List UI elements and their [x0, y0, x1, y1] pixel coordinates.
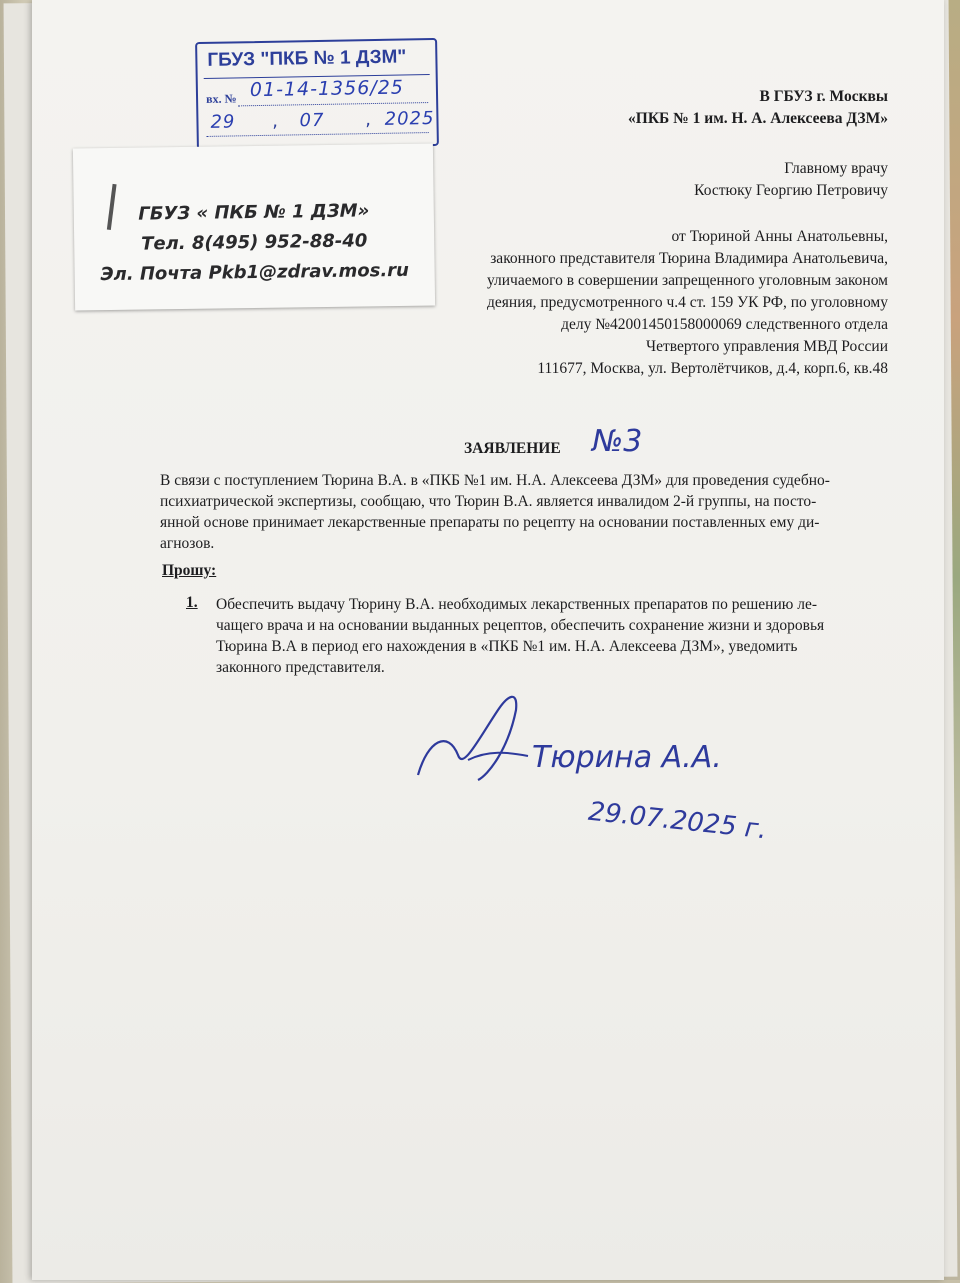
body-paragraph: [160, 470, 880, 554]
stamp-dotted-line: [238, 102, 428, 106]
stamp-date-month: 07: [299, 109, 325, 132]
sender-line: делу №42001450158000069 следственного отдела: [561, 316, 888, 333]
document-title: ЗАЯВЛЕНИЕ: [464, 440, 561, 457]
registration-stamp: [195, 38, 439, 150]
body-line: психиатрической экспертизы, сообщаю, что Тюрин В.А. является инвалидом 2-й группы, на посто-: [160, 493, 817, 510]
request-line: законного представителя.: [216, 659, 385, 676]
sender-line: уличаемого в совершении запрещенного уголовным законом: [486, 272, 888, 289]
signature-name: Тюрина А.А.: [532, 740, 722, 775]
addressee-line-1: В ГБУЗ г. Москвы: [759, 88, 888, 105]
stamp-date-day: 29: [210, 111, 236, 133]
sticker-phone: Тел. 8(495) 952-88-40: [140, 230, 368, 255]
stamp-in-number: 01-14-1356/25: [249, 76, 405, 102]
request-item-text: [216, 594, 880, 678]
document-page: [32, 0, 944, 1280]
sticker-org: ГБУЗ « ПКБ № 1 ДЗМ»: [138, 200, 370, 225]
request-heading: Прошу:: [162, 562, 217, 579]
addressee-line-2: «ПКБ № 1 им. Н. А. Алексеева ДЗМ»: [628, 110, 888, 127]
body-line: янной основе принимает лекарственные препараты по рецепту на основании поставленных ему ди-: [160, 514, 820, 531]
sender-line: от Тюриной Анны Анатольевны,: [671, 228, 888, 245]
sender-line: 111677, Москва, ул. Вертолётчиков, д.4, корп.6, кв.48: [537, 360, 888, 377]
body-line: В связи с поступлением Тюрина В.А. в «ПКБ №1 им. Н.А. Алексеева ДЗМ» для проведения судебно-: [160, 472, 830, 489]
stamp-org: ГБУЗ "ПКБ № 1 ДЗМ": [207, 46, 407, 71]
stamp-in-label: вх. №: [205, 91, 237, 106]
handwritten-number: №3: [592, 424, 643, 459]
stamp-dotted-line-2: [207, 132, 429, 137]
addressee-line-3: Главному врачу: [784, 160, 888, 177]
request-line: Обеспечить выдачу Тюрину В.А. необходимых лекарственных препаратов по решению ле-: [216, 596, 817, 613]
sender-line: деяния, предусмотренного ч.4 ст. 159 УК РФ, по уголовному: [487, 294, 888, 311]
sender-line: Четвертого управления МВД России: [646, 338, 888, 355]
sender-line: законного представителя Тюрина Владимира Анатольевича,: [490, 250, 888, 267]
addressee-line-4: Костюку Георгию Петровичу: [694, 182, 888, 199]
request-item-number: 1.: [186, 594, 198, 611]
body-line: агнозов.: [160, 535, 215, 552]
contact-sticker: [73, 143, 435, 310]
request-line: чащего врача и на основании выданных рецептов, обеспечить сохранение жизни и здоровья: [216, 617, 825, 634]
stamp-date: 29 , 07 , 2025: [210, 107, 435, 133]
stamp-date-year: 2025: [384, 107, 435, 130]
signature-date: 29.07.2025 г.: [586, 796, 769, 846]
sticker-email: Эл. Почта Pkb1@zdrav.mos.ru: [100, 259, 410, 286]
request-line: Тюрина В.А в период его нахождения в «ПКБ №1 им. Н.А. Алексеева ДЗМ», уведомить: [216, 638, 798, 655]
